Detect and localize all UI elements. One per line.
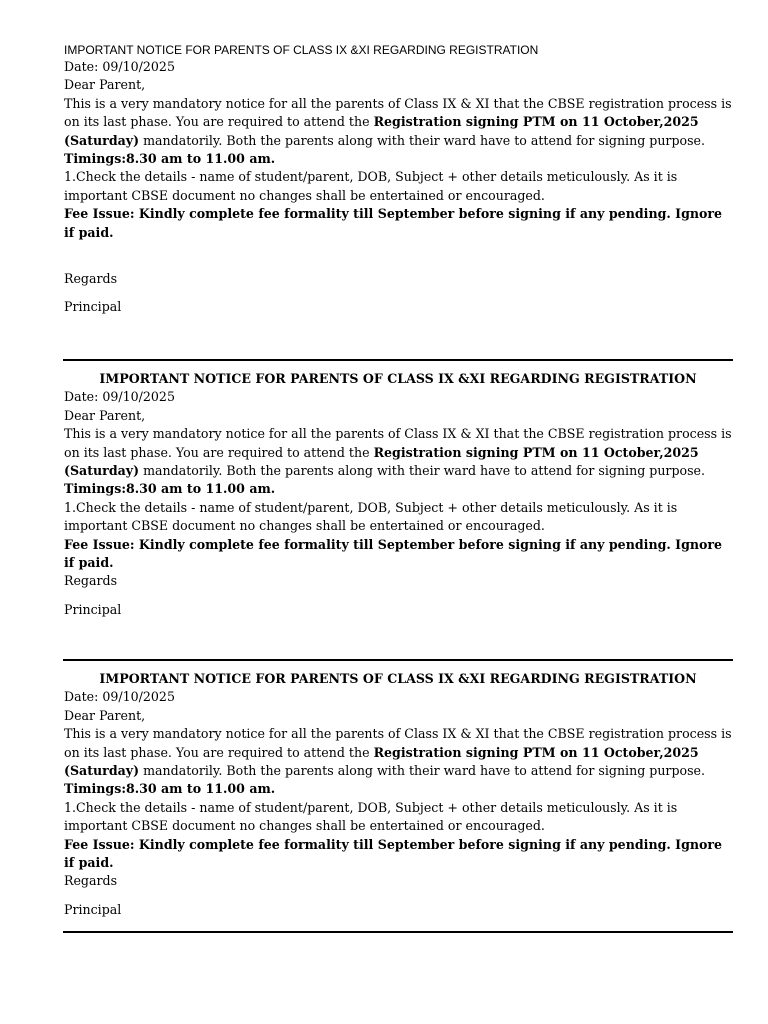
- notice-timings: Timings:8.30 am to 11.00 am.: [64, 151, 276, 167]
- notice-date: Date: 09/10/2025: [64, 389, 175, 405]
- notice-title: IMPORTANT NOTICE FOR PARENTS OF CLASS IX &XI REGARDING REGISTRATION: [99, 671, 697, 686]
- notice-salutation: Dear Parent,: [64, 407, 146, 423]
- notice-signatory: Principal: [64, 601, 122, 617]
- divider-line: [63, 659, 733, 661]
- notice-3: [64, 670, 732, 919]
- body-bold-text: Registration signing PTM on 11 October,2025 (Saturday): [64, 444, 699, 479]
- notice-signatory: Principal: [64, 901, 122, 917]
- notice-check-details: 1.Check the details - name of student/parent, DOB, Subject + other details meticulously. As it is important CBSE document no changes shall be entertained or encouraged.: [64, 799, 678, 834]
- body-bold-text: Registration signing PTM on 11 October,2025 (Saturday): [64, 114, 699, 148]
- notice-check-details: 1.Check the details - name of student/parent, DOB, Subject + other details meticulously. As it is important CBSE document no changes shall be entertained or encouraged.: [64, 499, 678, 534]
- notice-fee-issue: Fee Issue: Kindly complete fee formality till September before signing if any pending. Ignore if paid.: [64, 836, 723, 871]
- notice-regards: Regards: [64, 873, 118, 889]
- notice-timings: Timings:8.30 am to 11.00 am.: [64, 481, 276, 497]
- body-text-continued: mandatorily. Both the parents along with their ward have to attend for signing purpose.: [139, 763, 706, 779]
- divider-line: [63, 931, 733, 933]
- body-text-continued: mandatorily. Both the parents along with their ward have to attend for signing purpose.: [139, 463, 706, 479]
- body-text: This is a very mandatory notice for all the parents of Class IX & XI that the CBSE registration process is on its last phase. You are required to attend the: [64, 726, 732, 760]
- notice-date: Date: 09/10/2025: [64, 59, 175, 74]
- notice-regards: Regards: [64, 573, 118, 589]
- notice-fee-issue: Fee Issue: Kindly complete fee formality till September before signing if any pending. Ignore if paid.: [64, 206, 723, 240]
- notice-1: [64, 42, 732, 317]
- notice-body: [64, 95, 732, 150]
- notice-title: IMPORTANT NOTICE FOR PARENTS OF CLASS IX &XI REGARDING REGISTRATION: [64, 43, 539, 57]
- notice-2: [64, 370, 732, 619]
- notice-body: [64, 725, 732, 780]
- notice-body: [64, 425, 732, 480]
- body-text: This is a very mandatory notice for all the parents of Class IX & XI that the CBSE registration process is on its last phase. You are required to attend the: [64, 95, 732, 130]
- notice-timings: Timings:8.30 am to 11.00 am.: [64, 781, 276, 797]
- body-bold-text: Registration signing PTM on 11 October,2025 (Saturday): [64, 744, 699, 779]
- notice-signatory: Principal: [64, 299, 122, 315]
- notice-fee-issue: Fee Issue: Kindly complete fee formality till September before signing if any pending. Ignore if paid.: [64, 536, 723, 571]
- notice-check-details: 1.Check the details - name of student/parent, DOB, Subject + other details meticulously. As it is important CBSE document no changes shall be entertained or encouraged.: [64, 169, 678, 203]
- notice-title: IMPORTANT NOTICE FOR PARENTS OF CLASS IX &XI REGARDING REGISTRATION: [99, 371, 697, 386]
- body-text-continued: mandatorily. Both the parents along with their ward have to attend for signing purpose.: [139, 132, 706, 148]
- notice-salutation: Dear Parent,: [64, 707, 146, 723]
- notice-salutation: Dear Parent,: [64, 77, 146, 93]
- body-text: This is a very mandatory notice for all the parents of Class IX & XI that the CBSE registration process is on its last phase. You are required to attend the: [64, 426, 732, 460]
- notice-date: Date: 09/10/2025: [64, 689, 175, 705]
- divider-line: [63, 359, 733, 361]
- notice-regards: Regards: [64, 271, 118, 287]
